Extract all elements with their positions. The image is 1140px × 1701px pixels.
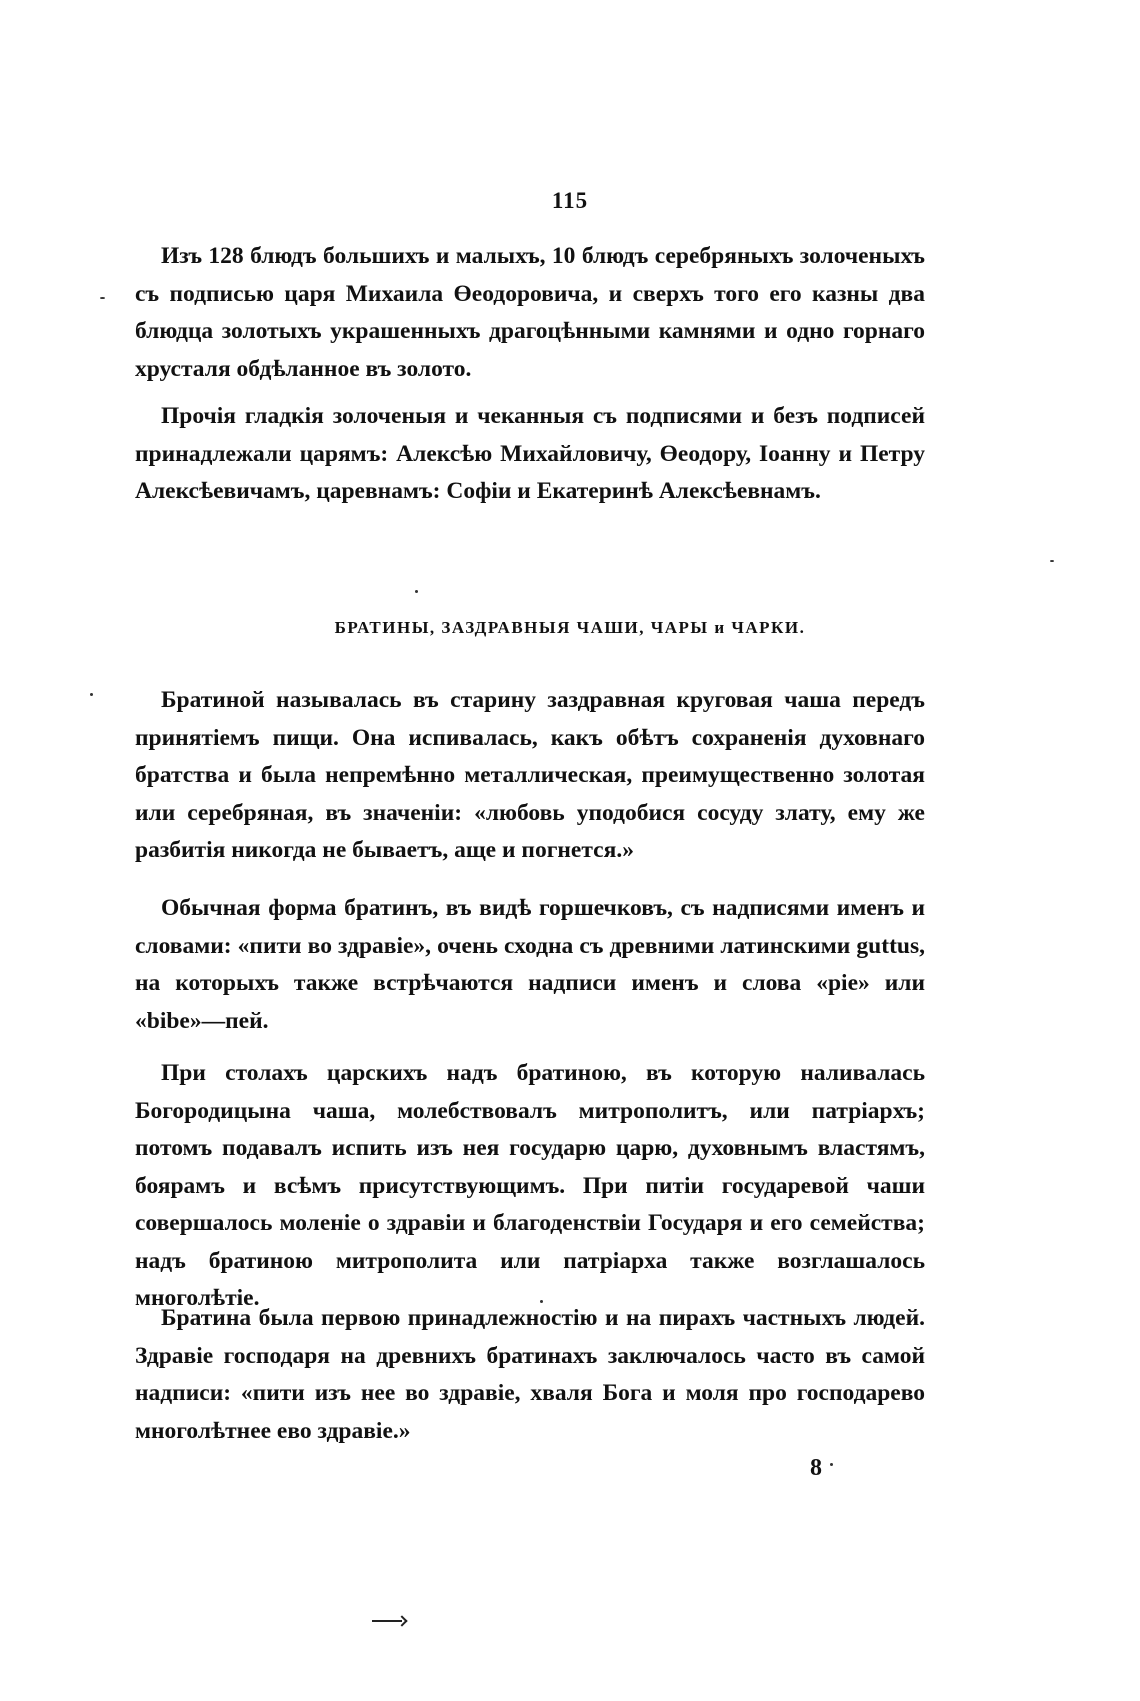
ink-speck bbox=[830, 1463, 833, 1466]
ink-dash-mark bbox=[372, 1620, 402, 1622]
paragraph-dishes: Изъ 128 блюдъ большихъ и малыхъ, 10 блюдъ серебряныхъ золоченыхъ съ подписью царя Михаила Өеодоровича, и сверхъ того его казны два блюдца золотыхъ украшенныхъ драгоцѣнными камнями и одно горнаго хрусталя обдѣланное въ золото. bbox=[135, 243, 925, 382]
ink-speck bbox=[90, 693, 93, 696]
ink-speck bbox=[540, 1300, 543, 1303]
paragraph-bratina-form: Обычная форма братинъ, въ видѣ горшечковъ, съ надписями именъ и словами: «пити во здравіе», очень сходна съ древними латинскими guttus, на которыхъ также встрѣчаются надписи именъ и слова «pie» или «bibe»—пей. bbox=[135, 895, 925, 1034]
section-heading: БРАТИНЫ, ЗАЗДРАВНЫЯ ЧАШИ, ЧАРЫ и ЧАРКИ. bbox=[334, 618, 806, 637]
page-number: 115 bbox=[551, 188, 589, 213]
paragraph-royal-tables: При столахъ царскихъ надъ братиною, въ которую наливалась Богородицына чаша, молебствовалъ митрополитъ, или патріархъ; потомъ подавалъ испить изъ нея государю царю, духовнымъ властямъ, боярамъ и всѣмъ присутствующимъ. При питіи государевой чаши совершалось моленіе о здравіи и благоденствіи Государя и его семейства; надъ братиною митрополита или патріарха также возглашалось многолѣтіе. bbox=[135, 1060, 925, 1311]
ink-speck bbox=[1050, 560, 1054, 562]
paragraph-private-feasts: Братина была первою принадлежностію и на пирахъ частныхъ людей. Здравіе господаря на древнихъ братинахъ заключалось часто въ самой надписи: «пити изъ нее во здравіе, хваля Бога и моля про господарево многолѣтнее ево здравіе.» bbox=[135, 1305, 925, 1444]
ink-speck bbox=[415, 590, 418, 593]
paragraph-other-dishes: Прочія гладкія золоченыя и чеканныя съ подписями и безъ подписей принадлежали царямъ: Алексѣю Михайловичу, Өеодору, Іоанну и Петру Алексѣевичамъ, царевнамъ: Софіи и Екатеринѣ Алексѣевнамъ. bbox=[135, 403, 925, 504]
ink-speck bbox=[100, 297, 105, 299]
signature-mark: 8 bbox=[810, 1455, 822, 1481]
paragraph-bratina-definition: Братиной называлась въ старину заздравная круговая чаша передъ принятіемъ пищи. Она испивалась, какъ обѣтъ сохраненія духовнаго братства и была непремѣнно металлическая, преимущественно золотая или серебряная, въ значеніи: «любовь уподобися сосуду злату, ему же разбитія никогда не бываетъ, аще и погнется.» bbox=[135, 687, 925, 863]
